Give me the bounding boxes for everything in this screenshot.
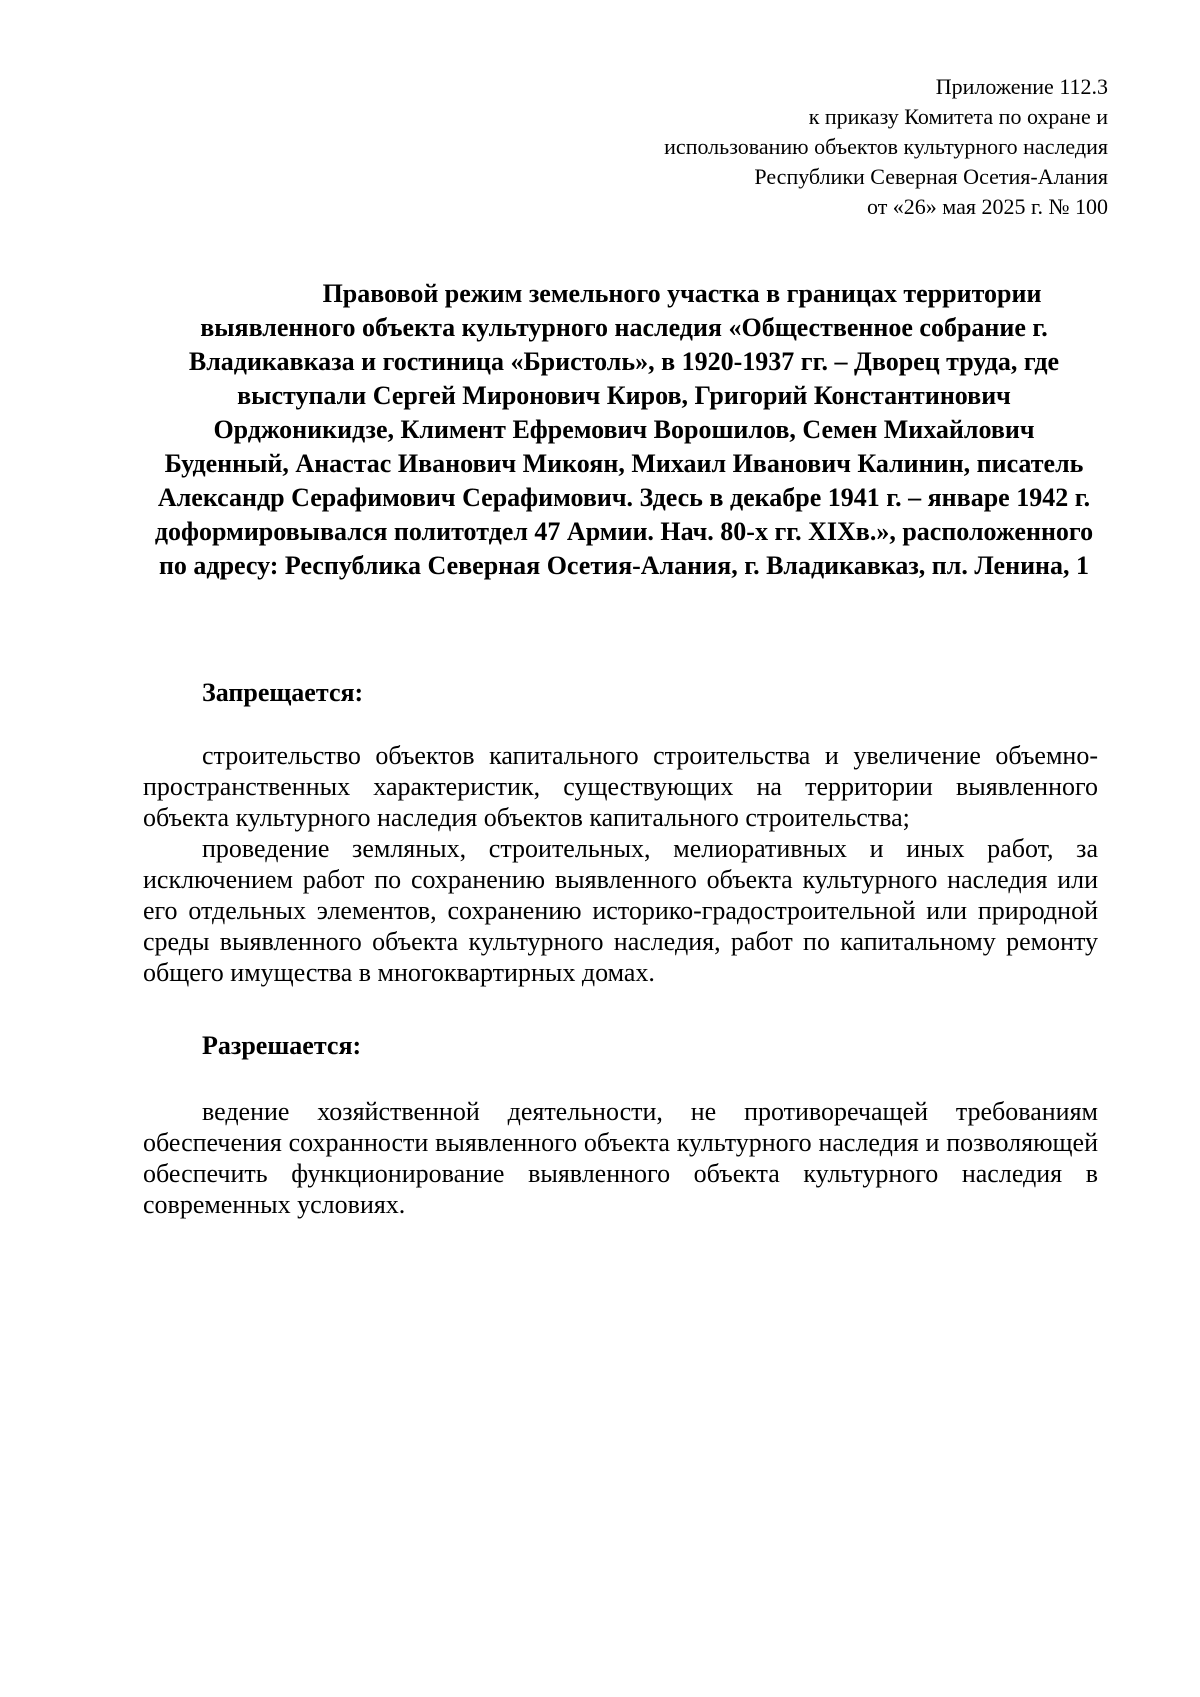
appendix-header xyxy=(548,72,1108,222)
allowed-item: ведение хозяйственной деятельности, не противоречащей требованиям обеспечения сохранности выявленного объекта культурного наследия и позволяющей обеспечить функционирование выявленного объекта культурного наследия в современных условиях. xyxy=(143,1097,1098,1219)
allowed-heading: Разрешается: xyxy=(202,1031,362,1060)
prohibited-heading: Запрещается: xyxy=(202,678,364,707)
document-title: Правовой режим земельного участка в границах территории выявленного объекта культурного наследия «Общественное собрание г. Владикавказа и гостиница «Бристоль», в 1920-1937 гг. – Дворец труда, где выступали Сергей Миронович Киров, Григорий Константинович Орджоникидзе, Климент Ефремович Ворошилов, Семен Михайлович Буденный, Анастас Иванович Микоян, Михаил Иванович Калинин, писатель Александр Серафимович Серафимович. Здесь в декабре 1941 г. – январе 1942 г. доформировывался политотдел 47 Армии. Нач. 80-х гг. XIXв.», расположенного по адресу: Республика Северная Осетия-Алания, г. Владикавказ, пл. Ленина, 1 xyxy=(154,279,1094,580)
prohibited-item: проведение земляных, строительных, мелиоративных и иных работ, за исключением работ по сохранению выявленного объекта культурного наследия или его отдельных элементов, сохранению историко-градостроительной или природной среды выявленного объекта культурного наследия, работ по капитальному ремонту общего имущества в многоквартирных домах. xyxy=(143,834,1098,987)
order-reference: к приказу Комитета по охране и xyxy=(808,104,1108,129)
order-date-number: от «26» мая 2025 г. № 100 xyxy=(866,194,1108,219)
prohibited-section xyxy=(143,740,1098,988)
committee-name: использованию объектов культурного наследия xyxy=(664,134,1108,159)
prohibited-item: строительство объектов капитального строительства и увеличение объемно-пространственных характеристик, существующих на территории выявленного объекта культурного наследия объектов капитального строительства; xyxy=(143,741,1098,832)
republic-name: Республики Северная Осетия-Алания xyxy=(754,164,1108,189)
allowed-section xyxy=(143,1096,1098,1220)
appendix-number: Приложение 112.3 xyxy=(935,74,1108,99)
